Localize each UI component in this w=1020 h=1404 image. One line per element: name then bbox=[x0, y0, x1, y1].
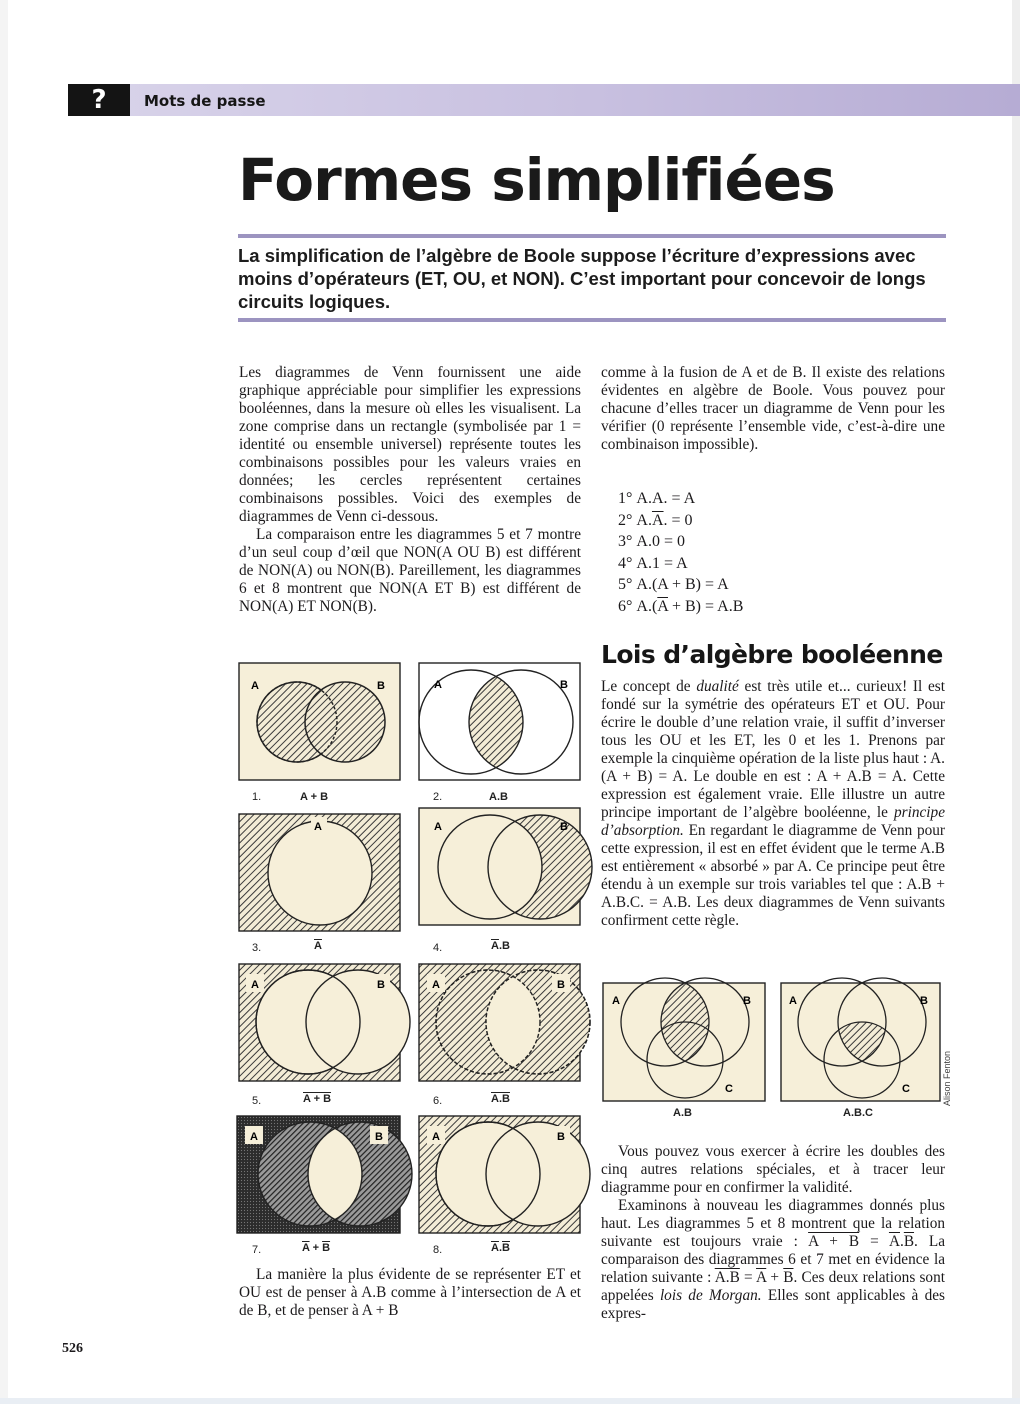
formula-5: 5° A.(A + B) = A bbox=[618, 576, 729, 593]
diagram-4-label: $\overline{A}.B$ bbox=[491, 940, 510, 952]
subheading-lois: Lois d’algèbre booléenne bbox=[601, 640, 943, 669]
diagram-8-number: 8. bbox=[433, 1244, 443, 1256]
label-a: A bbox=[434, 821, 442, 833]
label-a: A bbox=[251, 979, 259, 991]
diagram-5-label: A + B bbox=[303, 1093, 332, 1105]
three-set-1-caption: A.B bbox=[673, 1107, 692, 1119]
diagram-7-label: $\overline{A} + \overline{B}$ bbox=[302, 1242, 331, 1254]
diagram-8-label: $\overline{A}.\overline{B}$ bbox=[491, 1242, 510, 1254]
venn-three-set-2 bbox=[781, 978, 940, 1101]
venn-diagram-6 bbox=[419, 964, 590, 1081]
page-number: 526 bbox=[62, 1341, 83, 1356]
label-a: A bbox=[434, 679, 442, 691]
venn-diagram-7 bbox=[237, 1116, 412, 1233]
label-c: C bbox=[902, 1083, 910, 1095]
three-set-2-caption: A.B.C bbox=[843, 1107, 873, 1119]
label-b: B bbox=[560, 821, 568, 833]
label-b: B bbox=[743, 995, 751, 1007]
paragraph-exercice: Vous pouvez vous exercer à écrire les doubles des cinq autres relations spéciales, et à tracer leur diagramme pour en confirmer la validité. bbox=[601, 1143, 945, 1196]
label-b: B bbox=[560, 679, 568, 691]
formula-3: 3° A.0 = 0 bbox=[618, 533, 685, 550]
diagram-2-label: A.B bbox=[489, 791, 508, 803]
page-bottom-edge bbox=[0, 1398, 1020, 1404]
label-a: A bbox=[432, 979, 440, 991]
label-c: C bbox=[725, 1083, 733, 1095]
illustration-credit: Alison Fenton bbox=[942, 1050, 952, 1106]
paragraph-morgan: Examinons à nouveau les diagrammes donnés plus haut. Les diagrammes 5 et 8 montrent que la relation suivante est toujours vraie : $A + B = \overline{A}.\overline{B}$. La comparaison des diagrammes 6 et 7 met en évidence la relation suivante : $A.B = \overline{A} + \overline{B}$. Ces deux relations sont appelées lois de Morgan. Elles sont applicables à des expres- bbox=[601, 1197, 946, 1322]
diagram-3-label: $\overline{A}$ bbox=[314, 940, 322, 952]
diagram-1-number: 1. bbox=[252, 791, 262, 803]
formula-6: 6° $A.(\overline{A} + B) = A.B$ bbox=[618, 597, 744, 615]
label-a: A bbox=[251, 680, 259, 692]
diagram-4-number: 4. bbox=[433, 942, 443, 954]
diagram-5-number: 5. bbox=[252, 1095, 262, 1107]
venn-diagram-3 bbox=[239, 814, 400, 931]
label-b: B bbox=[557, 979, 565, 991]
label-a: A bbox=[250, 1131, 258, 1143]
paragraph-et-ou: La manière la plus évidente de se représenter ET et OU est de penser à A.B comme à l’intersection de A et de B, et de penser à A + B bbox=[239, 1266, 581, 1319]
paragraph-venn-intro: Les diagrammes de Venn fournissent une aide graphique appréciable pour simplifier les expressions booléennes, dans la mesure où elles les visualisent. La zone comprise dans un rectangle (symbolisée par 1 = identité ou ensemble universel) représente toutes les combinaisons possibles pour les valeurs vraies en données; les cercles représentent certaines combinaisons possibles. Voici des exemples de diagrammes de Venn ci-dessous. bbox=[239, 364, 581, 525]
label-b: B bbox=[377, 680, 385, 692]
formula-1: 1° A.A. = A bbox=[618, 490, 696, 507]
diagram-6-number: 6. bbox=[433, 1095, 443, 1107]
label-a: A bbox=[432, 1131, 440, 1143]
venn-diagram-5 bbox=[239, 964, 410, 1081]
diagram-6-label: A.B bbox=[491, 1093, 510, 1105]
lead-paragraph: La simplification de l’algèbre de Boole suppose l’écriture d’expressions avec moins d’opérateurs (ET, OU, et NON). C’est important pour concevoir de longs circuits logiques. bbox=[238, 245, 926, 312]
paragraph-dualite: Le concept de dualité est très utile et... curieux! Il est fondé sur la symétrie des opérateurs ET et OU. Pour écrire le double d’une relation vraie, il suffit d’inverser tous les OU et les ET, les 0 et les 1. Prenons par exemple la cinquième opération de la liste plus haut : A.(A + B) = A. Le double en est : A + A.B = A. Cette expression est également vraie. Elle illustre un autre principe important de l’algèbre booléenne, le principe d’absorption. En regardant le diagramme de Venn pour cette expression, il est en effet évident que le terme A.B est entièrement « absorbé » par A. Ce principe peut être étendu à un exemple sur trois variables tel que : A.B + A.B.C. = A.B. Les deux diagrammes de Venn suivants confirment cette règle. bbox=[601, 678, 945, 929]
formula-4: 4° A.1 = A bbox=[618, 554, 688, 572]
venn-three-set-1 bbox=[603, 978, 765, 1101]
venn-diagram-4 bbox=[419, 808, 592, 925]
label-b: B bbox=[375, 1131, 383, 1143]
diagram-2-number: 2. bbox=[433, 791, 443, 803]
label-b: B bbox=[377, 979, 385, 991]
label-b: B bbox=[920, 995, 928, 1007]
label-a: A bbox=[314, 821, 322, 833]
question-icon: ? bbox=[91, 85, 107, 115]
label-a: A bbox=[612, 995, 620, 1007]
formula-2: 2° $A.\overline{A}$. = 0 bbox=[618, 511, 693, 529]
diagram-1-label: A + B bbox=[300, 791, 329, 803]
diagram-7-number: 7. bbox=[252, 1244, 262, 1256]
label-a: A bbox=[789, 995, 797, 1007]
label-b: B bbox=[557, 1131, 565, 1143]
venn-diagram-8 bbox=[419, 1116, 590, 1233]
paragraph-comparison: La comparaison entre les diagrammes 5 et 7 montre d’un seul coup d’œil que NON(A OU B) est différent de NON(A) ou NON(B). Pareillement, les diagrammes 6 et 8 montrent que NON(A ET B) est différent de NON(A) ET NON(B). bbox=[239, 526, 581, 615]
diagram-3-number: 3. bbox=[252, 942, 262, 954]
page-title: Formes simplifiées bbox=[238, 146, 835, 214]
venn-diagram-1 bbox=[239, 663, 400, 780]
section-name: Mots de passe bbox=[144, 92, 266, 110]
paragraph-relations: comme à la fusion de A et de B. Il existe des relations évidentes en algèbre de Boole. Vous pouvez pour chacune d’elles tracer un diagramme de Venn pour les vérifier (0 représente l’ensemble vide, c’est-à-dire une combinaison impossible). bbox=[601, 364, 945, 453]
venn-diagram-2 bbox=[419, 663, 580, 780]
